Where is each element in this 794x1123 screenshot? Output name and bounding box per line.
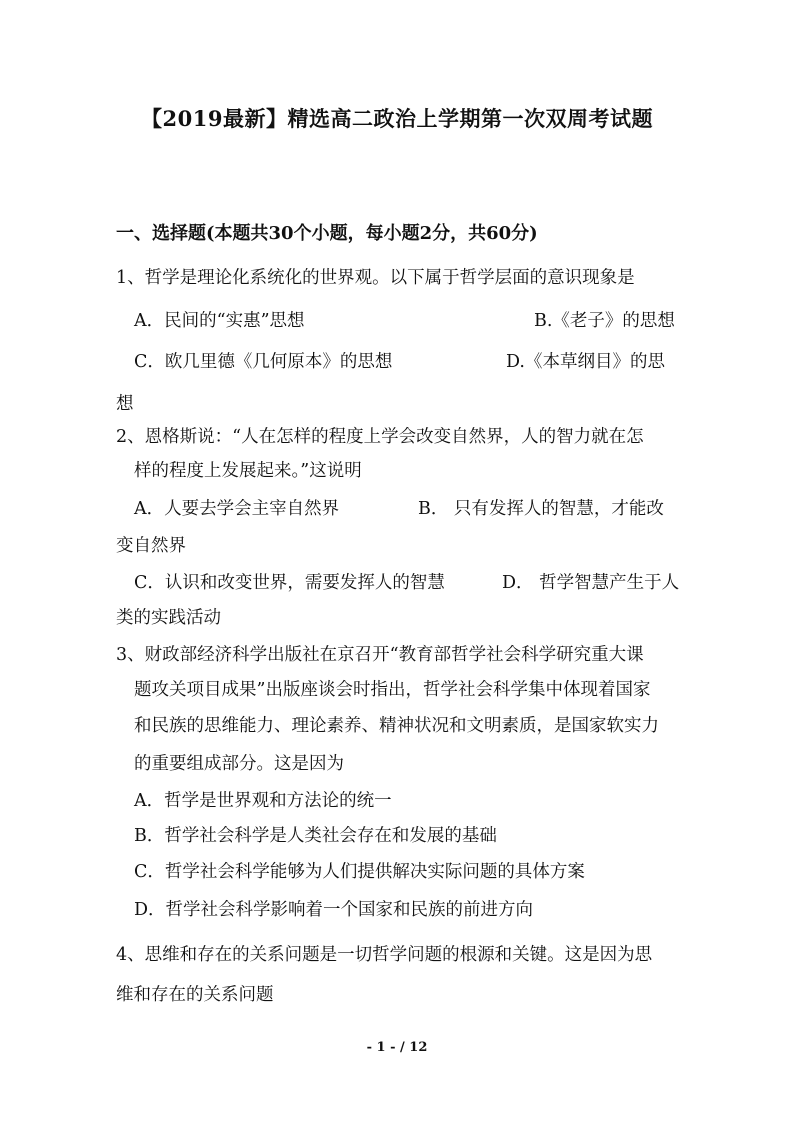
q2-option-d-cont: 类的实践活动 (116, 608, 221, 628)
q1-option-d-cont: 想 (116, 394, 134, 414)
q4-stem: 4、思维和存在的关系问题是一切哲学问题的根源和关键。这是因为思 (116, 945, 653, 965)
q2-option-b-cont: 变自然界 (116, 536, 186, 556)
q3-stem: 3、财政部经济科学出版社在京召开“教育部哲学社会科学研究重大课 (116, 645, 644, 665)
q1-option-b: B.《老子》的思想 (534, 311, 675, 331)
q3-option-d: D．哲学社会科学影响着一个国家和民族的前进方向 (134, 900, 534, 920)
q1-option-c: C．欧几里德《几何原本》的思想 (134, 352, 393, 372)
q3-option-b: B．哲学社会科学是人类社会存在和发展的基础 (134, 826, 497, 846)
q1-option-d: D.《本草纲目》的思 (506, 352, 665, 372)
q2-option-d: D． 哲学智慧产生于人 (502, 573, 680, 593)
q2-option-a: A．人要去学会主宰自然界 (134, 499, 340, 519)
q3-option-a: A．哲学是世界观和方法论的统一 (134, 791, 392, 811)
page-title: 【2019最新】精选高二政治上学期第一次双周考试题 (141, 106, 653, 131)
q2-option-c: C．认识和改变世界，需要发挥人的智慧 (134, 573, 445, 593)
q2-stem: 2、恩格斯说：“人在怎样的程度上学会改变自然界，人的智力就在怎 (116, 427, 644, 447)
q1-option-a: A．民间的“实惠”思想 (134, 311, 305, 331)
q3-stem-cont-2: 和民族的思维能力、理论素养、精神状况和文明素质，是国家软实力 (134, 716, 659, 736)
q2-option-b: B． 只有发挥人的智慧，才能改 (418, 499, 664, 519)
q3-stem-cont-1: 题攻关项目成果”出版座谈会时指出，哲学社会科学集中体现着国家 (134, 680, 651, 700)
q2-stem-cont: 样的程度上发展起来。”这说明 (134, 461, 362, 481)
q3-option-c: C．哲学社会科学能够为人们提供解决实际问题的具体方案 (134, 862, 585, 882)
q1-stem: 1、哲学是理论化系统化的世界观。以下属于哲学层面的意识现象是 (116, 268, 635, 288)
q4-stem-cont: 维和存在的关系问题 (116, 985, 274, 1005)
page-number: - 1 - / 12 (366, 1040, 428, 1055)
section-heading: 一、选择题(本题共30个小题，每小题2分，共60分) (116, 223, 538, 244)
q3-stem-cont-3: 的重要组成部分。这是因为 (134, 754, 344, 774)
